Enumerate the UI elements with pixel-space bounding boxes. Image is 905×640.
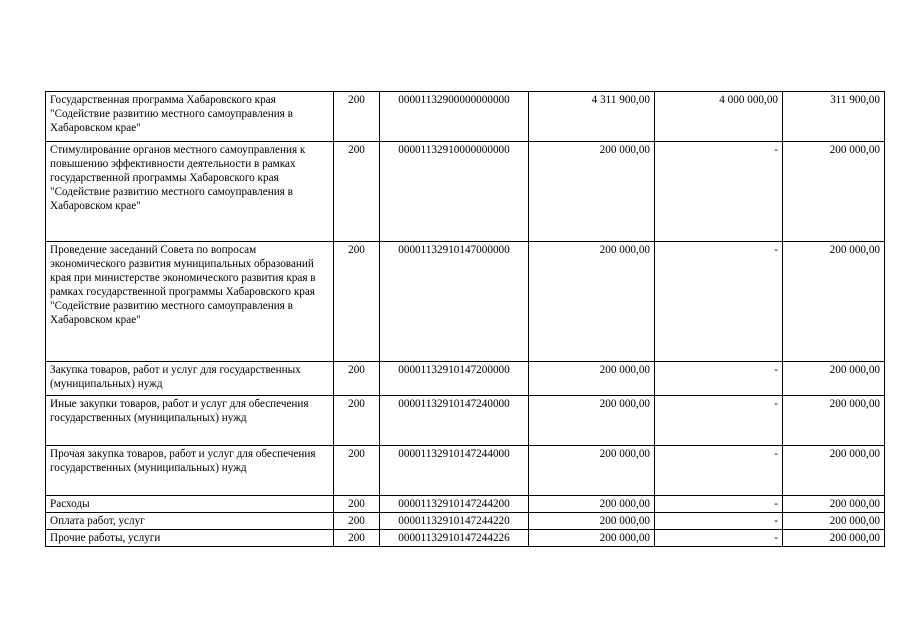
row-name-cell: Проведение заседаний Совета по вопросам экономического развития муниципальных образований края при министерстве экономического развития края в рамках государственной программы Хабаровского края "Содействие развитию местного самоуправления в Хабаровском крае" xyxy=(46,242,334,362)
row-code-cell: 00001132910147000000 xyxy=(380,242,529,362)
row-name-cell: Расходы xyxy=(46,496,334,513)
table-row xyxy=(46,142,885,242)
table-row xyxy=(46,92,885,142)
table-row xyxy=(46,396,885,446)
row-approved-cell: 200 000,00 xyxy=(529,446,655,496)
row-admin-cell: 200 xyxy=(334,496,380,513)
row-unexecuted-cell: 311 900,00 xyxy=(783,92,885,142)
row-approved-cell: 200 000,00 xyxy=(529,142,655,242)
row-code-cell: 00001132910147200000 xyxy=(380,362,529,396)
row-executed-cell: 4 000 000,00 xyxy=(655,92,783,142)
row-executed-cell: - xyxy=(655,142,783,242)
row-executed-cell: - xyxy=(655,496,783,513)
row-name-cell: Иные закупки товаров, работ и услуг для обеспечения государственных (муниципальных) нужд xyxy=(46,396,334,446)
budget-table xyxy=(45,91,885,547)
row-admin-cell: 200 xyxy=(334,513,380,530)
row-code-cell: 00001132910147244200 xyxy=(380,496,529,513)
row-unexecuted-cell: 200 000,00 xyxy=(783,142,885,242)
row-unexecuted-cell: 200 000,00 xyxy=(783,396,885,446)
table-row xyxy=(46,446,885,496)
table-row xyxy=(46,242,885,362)
row-code-cell: 00001132910147244226 xyxy=(380,530,529,547)
row-approved-cell: 200 000,00 xyxy=(529,362,655,396)
row-name-cell: Стимулирование органов местного самоуправления к повышению эффективности деятельности в рамках государственной программы Хабаровского края "Содействие развитию местного самоуправления в Хабаровском крае" xyxy=(46,142,334,242)
table-row xyxy=(46,496,885,513)
table-row xyxy=(46,530,885,547)
row-code-cell: 00001132900000000000 xyxy=(380,92,529,142)
row-executed-cell: - xyxy=(655,530,783,547)
row-name-cell: Прочая закупка товаров, работ и услуг для обеспечения государственных (муниципальных) нужд xyxy=(46,446,334,496)
row-code-cell: 00001132910000000000 xyxy=(380,142,529,242)
row-unexecuted-cell: 200 000,00 xyxy=(783,446,885,496)
row-admin-cell: 200 xyxy=(334,142,380,242)
row-admin-cell: 200 xyxy=(334,242,380,362)
row-executed-cell: - xyxy=(655,362,783,396)
row-code-cell: 00001132910147244000 xyxy=(380,446,529,496)
row-admin-cell: 200 xyxy=(334,446,380,496)
row-admin-cell: 200 xyxy=(334,530,380,547)
row-unexecuted-cell: 200 000,00 xyxy=(783,496,885,513)
row-approved-cell: 200 000,00 xyxy=(529,242,655,362)
row-code-cell: 00001132910147240000 xyxy=(380,396,529,446)
table-row xyxy=(46,362,885,396)
row-name-cell: Прочие работы, услуги xyxy=(46,530,334,547)
row-approved-cell: 200 000,00 xyxy=(529,530,655,547)
row-admin-cell: 200 xyxy=(334,92,380,142)
row-name-cell: Закупка товаров, работ и услуг для государственных (муниципальных) нужд xyxy=(46,362,334,396)
row-name-cell: Оплата работ, услуг xyxy=(46,513,334,530)
row-name-cell: Государственная программа Хабаровского края "Содействие развитию местного самоуправления в Хабаровском крае" xyxy=(46,92,334,142)
row-approved-cell: 200 000,00 xyxy=(529,513,655,530)
row-executed-cell: - xyxy=(655,513,783,530)
row-executed-cell: - xyxy=(655,446,783,496)
row-approved-cell: 200 000,00 xyxy=(529,396,655,446)
row-unexecuted-cell: 200 000,00 xyxy=(783,513,885,530)
row-admin-cell: 200 xyxy=(334,396,380,446)
row-executed-cell: - xyxy=(655,242,783,362)
row-unexecuted-cell: 200 000,00 xyxy=(783,362,885,396)
row-code-cell: 00001132910147244220 xyxy=(380,513,529,530)
row-approved-cell: 200 000,00 xyxy=(529,496,655,513)
row-admin-cell: 200 xyxy=(334,362,380,396)
row-approved-cell: 4 311 900,00 xyxy=(529,92,655,142)
row-executed-cell: - xyxy=(655,396,783,446)
table-row xyxy=(46,513,885,530)
row-unexecuted-cell: 200 000,00 xyxy=(783,242,885,362)
row-unexecuted-cell: 200 000,00 xyxy=(783,530,885,547)
